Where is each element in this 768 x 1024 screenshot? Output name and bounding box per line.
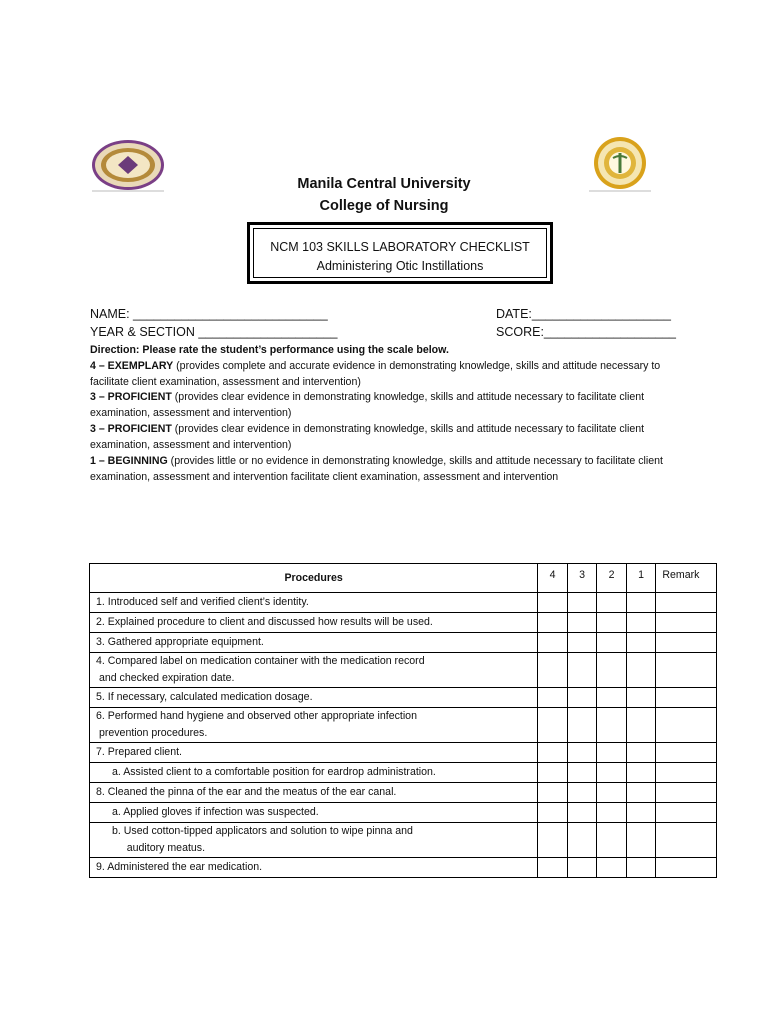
score-3-cell[interactable] — [567, 593, 597, 613]
remark-cell[interactable] — [656, 633, 717, 653]
scale-description: (provides complete and accurate evidence in demonstrating knowledge, skills and attitude necessary to facilitate client examination, assessment and intervention) — [90, 360, 661, 388]
table-row — [90, 803, 717, 823]
scale-item — [90, 453, 680, 485]
score-2-cell[interactable] — [597, 633, 627, 653]
college-name: College of Nursing — [319, 198, 449, 214]
score-2-cell[interactable] — [597, 593, 627, 613]
procedure-text: b. Used cotton-tipped applicators and solution to wipe pinna and — [112, 825, 413, 837]
procedures-header: Procedures — [90, 564, 538, 593]
procedures-table — [89, 563, 717, 878]
table-row — [90, 783, 717, 803]
score-2-cell[interactable] — [597, 783, 627, 803]
score-4-cell[interactable] — [538, 708, 568, 743]
score-3-cell[interactable] — [567, 653, 597, 688]
score-2-header: 2 — [597, 564, 627, 593]
score-4-cell[interactable] — [538, 858, 568, 878]
score-3-header: 3 — [567, 564, 597, 593]
score-3-cell[interactable] — [567, 858, 597, 878]
procedure-step — [90, 783, 538, 803]
procedure-step — [90, 743, 538, 763]
procedure-step — [90, 708, 538, 743]
procedure-text-continued: prevention procedures. — [96, 727, 208, 739]
scale-description: (provides clear evidence in demonstrating knowledge, skills and attitude necessary to facilitate client examination, assessment and intervention) — [90, 423, 645, 451]
procedure-text: 3. Gathered appropriate equipment. — [96, 636, 264, 648]
procedure-text: 2. Explained procedure to client and discussed how results will be used. — [96, 616, 433, 628]
score-3-cell[interactable] — [567, 783, 597, 803]
date-field[interactable]: DATE:____________________ — [496, 307, 671, 321]
scale-label: 4 – EXEMPLARY — [90, 360, 174, 372]
score-1-cell[interactable] — [626, 743, 656, 763]
table-row — [90, 653, 717, 688]
table-row — [90, 743, 717, 763]
checklist-subtitle: Administering Otic Instillations — [316, 259, 484, 273]
procedure-text: a. Applied gloves if infection was suspected. — [112, 806, 319, 818]
scale-label: 1 – BEGINNING — [90, 455, 168, 467]
procedure-text: 1. Introduced self and verified client’s identity. — [96, 596, 309, 608]
score-2-cell[interactable] — [597, 743, 627, 763]
score-2-cell[interactable] — [597, 688, 627, 708]
remark-cell[interactable] — [656, 743, 717, 763]
score-1-cell[interactable] — [626, 763, 656, 783]
score-1-cell[interactable] — [626, 783, 656, 803]
scale-label: 3 – PROFICIENT — [90, 423, 172, 435]
score-1-cell[interactable] — [626, 823, 656, 858]
procedure-step — [90, 633, 538, 653]
procedure-text-continued: and checked expiration date. — [96, 672, 235, 684]
score-2-cell[interactable] — [597, 858, 627, 878]
score-1-cell[interactable] — [626, 593, 656, 613]
remark-cell[interactable] — [656, 783, 717, 803]
scale-item — [90, 389, 680, 421]
scale-description: (provides clear evidence in demonstrating knowledge, skills and attitude necessary to facilitate client examination, assessment and intervention) — [90, 391, 645, 419]
score-1-cell[interactable] — [626, 613, 656, 633]
remark-cell[interactable] — [656, 803, 717, 823]
remark-cell[interactable] — [656, 688, 717, 708]
remark-cell[interactable] — [656, 593, 717, 613]
score-1-cell[interactable] — [626, 633, 656, 653]
procedure-step — [90, 653, 538, 688]
scale-description: (provides little or no evidence in demonstrating knowledge, skills and attitude necessary to facilitate client examination, assessment and intervention facilitate client examination, assessment and intervention — [90, 455, 663, 483]
score-1-cell[interactable] — [626, 858, 656, 878]
remark-cell[interactable] — [656, 613, 717, 633]
score-3-cell[interactable] — [567, 688, 597, 708]
year-section-field[interactable]: YEAR & SECTION ____________________ — [90, 325, 338, 339]
score-2-cell[interactable] — [597, 708, 627, 743]
scale-label: 3 – PROFICIENT — [90, 391, 172, 403]
score-1-cell[interactable] — [626, 803, 656, 823]
score-4-cell[interactable] — [538, 688, 568, 708]
score-4-cell[interactable] — [538, 633, 568, 653]
score-4-header: 4 — [538, 564, 568, 593]
table-header-row — [90, 564, 717, 593]
score-3-cell[interactable] — [567, 763, 597, 783]
score-3-cell[interactable] — [567, 823, 597, 858]
remark-cell[interactable] — [656, 708, 717, 743]
score-4-cell[interactable] — [538, 593, 568, 613]
procedure-step — [90, 823, 538, 858]
table-row — [90, 593, 717, 613]
remark-cell[interactable] — [656, 858, 717, 878]
score-4-cell[interactable] — [538, 613, 568, 633]
table-row — [90, 688, 717, 708]
table-row — [90, 823, 717, 858]
score-3-cell[interactable] — [567, 633, 597, 653]
procedure-text: a. Assisted client to a comfortable position for eardrop administration. — [112, 766, 436, 778]
procedure-step — [90, 858, 538, 878]
university-name: Manila Central University — [297, 176, 471, 192]
score-2-cell[interactable] — [597, 763, 627, 783]
procedure-step — [90, 688, 538, 708]
score-field[interactable]: SCORE:___________________ — [496, 325, 677, 339]
procedure-text: 5. If necessary, calculated medication dosage. — [96, 691, 313, 703]
score-3-cell[interactable] — [567, 803, 597, 823]
score-4-cell[interactable] — [538, 803, 568, 823]
score-1-cell[interactable] — [626, 653, 656, 688]
score-4-cell[interactable] — [538, 823, 568, 858]
procedure-step — [90, 763, 538, 783]
procedure-text: 9. Administered the ear medication. — [96, 861, 263, 873]
procedure-text: 6. Performed hand hygiene and observed other appropriate infection — [96, 710, 417, 722]
procedure-text: 7. Prepared client. — [96, 746, 182, 758]
score-4-cell[interactable] — [538, 743, 568, 763]
score-2-cell[interactable] — [597, 823, 627, 858]
remark-cell[interactable] — [656, 763, 717, 783]
score-4-cell[interactable] — [538, 783, 568, 803]
score-3-cell[interactable] — [567, 708, 597, 743]
score-4-cell[interactable] — [538, 653, 568, 688]
table-row — [90, 633, 717, 653]
checklist-title-box — [247, 222, 553, 284]
procedure-step — [90, 593, 538, 613]
procedure-text: 8. Cleaned the pinna of the ear and the meatus of the ear canal. — [96, 786, 397, 798]
score-1-cell[interactable] — [626, 688, 656, 708]
score-4-cell[interactable] — [538, 763, 568, 783]
score-2-cell[interactable] — [597, 613, 627, 633]
table-row — [90, 858, 717, 878]
score-2-cell[interactable] — [597, 653, 627, 688]
table-row — [90, 763, 717, 783]
score-2-cell[interactable] — [597, 803, 627, 823]
name-field[interactable]: NAME: ____________________________ — [90, 307, 328, 321]
direction-text: Direction: Please rate the student’s performance using the scale below. — [90, 344, 449, 356]
remark-cell[interactable] — [656, 823, 717, 858]
score-1-cell[interactable] — [626, 708, 656, 743]
procedure-text: 4. Compared label on medication container with the medication record — [96, 655, 425, 667]
scale-item — [90, 421, 680, 453]
remark-cell[interactable] — [656, 653, 717, 688]
procedure-text-continued: auditory meatus. — [112, 842, 206, 854]
procedure-step — [90, 613, 538, 633]
table-row — [90, 708, 717, 743]
table-row — [90, 613, 717, 633]
checklist-title: NCM 103 SKILLS LABORATORY CHECKLIST — [270, 240, 530, 254]
score-3-cell[interactable] — [567, 613, 597, 633]
score-1-header: 1 — [626, 564, 656, 593]
procedure-step — [90, 803, 538, 823]
scale-item — [90, 358, 680, 390]
remark-header: Remark — [656, 564, 717, 593]
score-3-cell[interactable] — [567, 743, 597, 763]
